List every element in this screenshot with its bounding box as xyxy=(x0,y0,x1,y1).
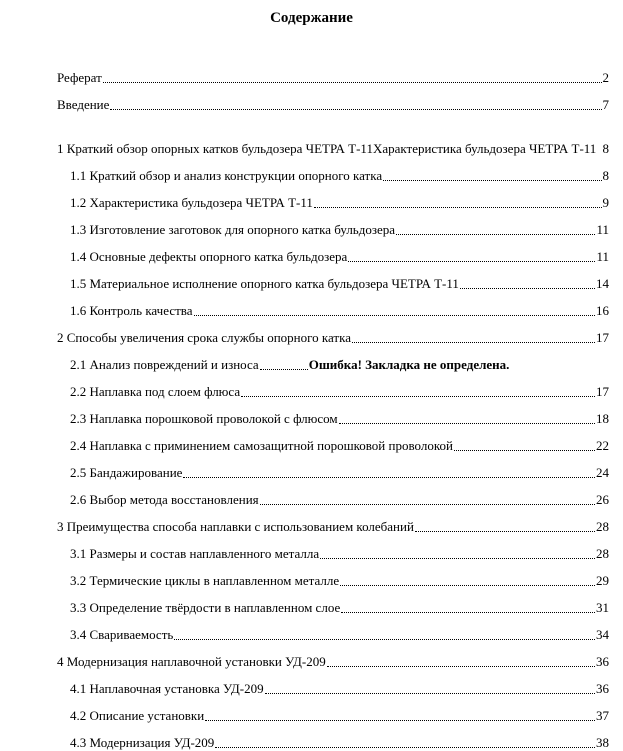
toc-entry[interactable] xyxy=(57,86,609,113)
toc-leader-dots xyxy=(174,638,595,640)
toc-entry[interactable] xyxy=(57,400,609,427)
toc-entry-title: 1.5 Материальное исполнение опорного катка бульдозера ЧЕТРА Т-11 xyxy=(70,276,459,291)
toc-page-number: 11 xyxy=(596,222,609,237)
toc-page-number: 11 xyxy=(596,249,609,264)
toc-bookmark-error: Ошибка! Закладка не определена. xyxy=(308,357,510,372)
toc-entry[interactable] xyxy=(57,454,609,481)
toc-page-number: 38 xyxy=(596,735,609,750)
toc-leader-dots xyxy=(460,287,595,289)
toc-entry-title: 1 Краткий обзор опорных катков бульдозера ЧЕТРА Т-11Характеристика бульдозера ЧЕТРА Т-11 xyxy=(57,141,597,156)
toc-page-number: 8 xyxy=(602,141,609,156)
toc-page-number: 36 xyxy=(596,654,609,669)
toc-page-number: 17 xyxy=(596,330,609,345)
toc-page-number: 34 xyxy=(596,627,609,642)
toc-page-number: 31 xyxy=(596,600,609,615)
toc-leader-dots xyxy=(241,395,595,397)
toc-entry-title: 2.4 Наплавка с приминением самозащитной порошковой проволокой xyxy=(70,438,453,453)
toc-page-number: 16 xyxy=(596,303,609,318)
toc-entry[interactable] xyxy=(57,373,609,400)
toc-entry-title: 2.1 Анализ повреждений и износа xyxy=(70,357,259,372)
toc-entry[interactable] xyxy=(57,319,609,346)
toc-entry[interactable] xyxy=(57,724,609,751)
toc-entry-title: Реферат xyxy=(57,70,102,85)
toc-leader-dots xyxy=(341,611,595,613)
toc-entry-title: 1.1 Краткий обзор и анализ конструкции опорного катка xyxy=(70,168,383,183)
toc-entry-title: 2.2 Наплавка под слоем флюса xyxy=(70,384,241,399)
toc-page-number: 14 xyxy=(596,276,609,291)
toc-entry[interactable] xyxy=(57,427,609,454)
toc-entry-title: 2.3 Наплавка порошковой проволокой с флюсом xyxy=(70,411,338,426)
toc-leader-dots xyxy=(348,260,595,262)
toc-entry[interactable] xyxy=(57,238,609,265)
toc-page-number: 26 xyxy=(596,492,609,507)
toc-page-number: 8 xyxy=(602,168,609,183)
toc-leader-dots xyxy=(339,422,595,424)
toc-page-number: 17 xyxy=(596,384,609,399)
toc-entry-title: 3.1 Размеры и состав наплавленного металла xyxy=(70,546,320,561)
toc-entry[interactable] xyxy=(57,697,609,724)
toc-entry-title: 2.5 Бандажирование xyxy=(70,465,183,480)
toc-leader-dots xyxy=(383,179,601,181)
toc-page-number: 37 xyxy=(596,708,609,723)
toc-entry[interactable] xyxy=(57,481,609,508)
toc-leader-dots xyxy=(194,314,595,316)
toc-entry[interactable] xyxy=(57,157,609,184)
toc-entry[interactable] xyxy=(57,535,609,562)
toc-leader-dots xyxy=(215,746,595,748)
toc-entry-title: 1.3 Изготовление заготовок для опорного катка бульдозера xyxy=(70,222,396,237)
toc-page-number: 9 xyxy=(602,195,609,210)
toc-leader-dots xyxy=(340,584,595,586)
toc-leader-dots xyxy=(327,665,595,667)
toc-entry-title: 4.1 Наплавочная установка УД-209 xyxy=(70,681,264,696)
toc-page-number: 29 xyxy=(596,573,609,588)
toc-entry-title: Введение xyxy=(57,97,110,112)
toc-entry-title: 1.4 Основные дефекты опорного катка бульдозера xyxy=(70,249,348,264)
toc-entry-title: 1.2 Характеристика бульдозера ЧЕТРА Т-11 xyxy=(70,195,313,210)
toc-entry[interactable] xyxy=(57,211,609,238)
toc-leader-dots xyxy=(454,449,595,451)
toc-entry-title: 3.2 Термические циклы в наплавленном металле xyxy=(70,573,340,588)
toc-leader-dots xyxy=(110,108,601,110)
toc-page-number: 24 xyxy=(596,465,609,480)
toc-leader-dots xyxy=(314,206,602,208)
toc-entry[interactable] xyxy=(57,113,609,157)
toc-page-number: 2 xyxy=(602,70,609,85)
toc-entry-title: 1.6 Контроль качества xyxy=(70,303,193,318)
page-title: Содержание xyxy=(270,10,353,26)
toc-entry-title: 4.3 Модернизация УД-209 xyxy=(70,735,215,750)
toc-entry[interactable] xyxy=(57,616,609,643)
toc-entry[interactable] xyxy=(57,670,609,697)
table-of-contents xyxy=(57,59,609,751)
toc-entry[interactable] xyxy=(57,562,609,589)
toc-entry[interactable] xyxy=(57,589,609,616)
toc-entry[interactable] xyxy=(57,643,609,670)
toc-leader-dots xyxy=(415,530,595,532)
toc-entry-title: 4.2 Описание установки xyxy=(70,708,205,723)
toc-entry[interactable] xyxy=(57,59,609,86)
toc-entry-title: 2 Способы увеличения срока службы опорного катка xyxy=(57,330,351,345)
toc-leader-dots xyxy=(260,368,308,370)
toc-leader-dots xyxy=(352,341,595,343)
toc-page-number: 18 xyxy=(596,411,609,426)
toc-leader-dots xyxy=(265,692,595,694)
toc-page-number: 7 xyxy=(602,97,609,112)
toc-page-number: 22 xyxy=(596,438,609,453)
toc-leader-dots xyxy=(260,503,595,505)
toc-entry-title: 2.6 Выбор метода восстановления xyxy=(70,492,259,507)
toc-entry[interactable] xyxy=(57,184,609,211)
toc-entry[interactable] xyxy=(57,346,609,373)
toc-entry[interactable] xyxy=(57,265,609,292)
toc-page-number: 36 xyxy=(596,681,609,696)
toc-entry-title: 3.4 Свариваемость xyxy=(70,627,174,642)
toc-leader-dots xyxy=(183,476,595,478)
toc-leader-dots xyxy=(396,233,595,235)
toc-entry-title: 3 Преимущества способа наплавки с использованием колебаний xyxy=(57,519,414,534)
toc-entry-title: 4 Модернизация наплавочной установки УД-209 xyxy=(57,654,326,669)
toc-entry[interactable] xyxy=(57,508,609,535)
toc-leader-dots xyxy=(320,557,595,559)
toc-leader-dots xyxy=(103,81,602,83)
toc-leader-dots xyxy=(205,719,595,721)
toc-entry-title: 3.3 Определение твёрдости в наплавленном слое xyxy=(70,600,341,615)
toc-entry[interactable] xyxy=(57,292,609,319)
toc-page-number: 28 xyxy=(596,519,609,534)
toc-page-number: 28 xyxy=(596,546,609,561)
